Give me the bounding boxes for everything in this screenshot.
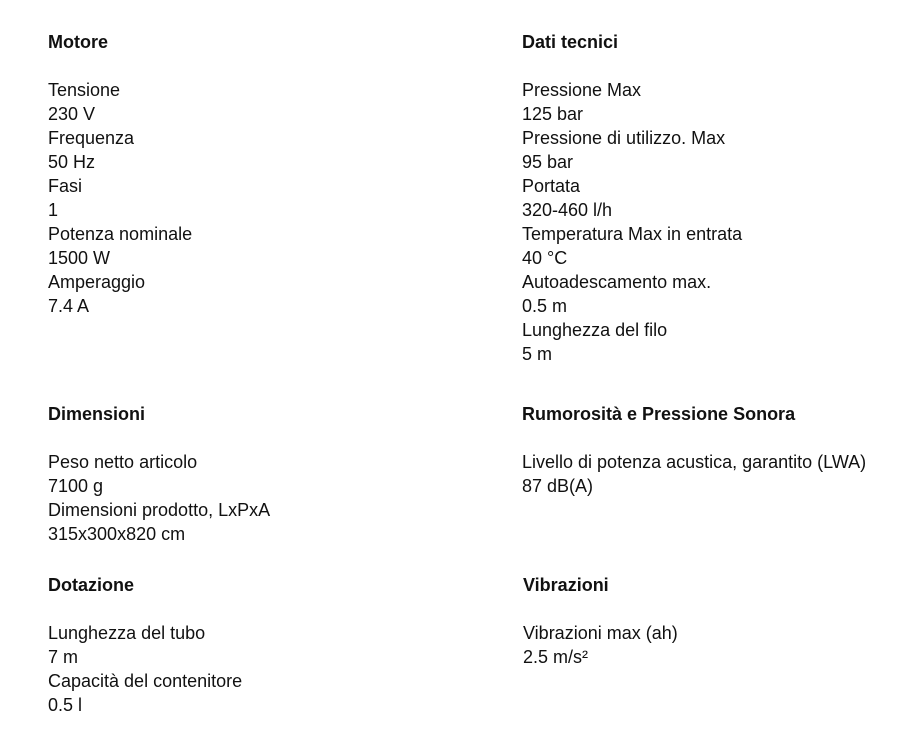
spec-list — [522, 450, 866, 498]
spec-value-lunghezza-filo: 5 m — [522, 344, 553, 364]
spec-value-autoadescamento: 0.5 m — [522, 296, 568, 316]
section-title: Rumorosità e Pressione Sonora — [522, 404, 796, 424]
spec-value-amperaggio: 7.4 A — [48, 296, 90, 316]
spec-label-potenza-nominale: Potenza nominale — [48, 224, 193, 244]
spec-label-capacita-contenitore: Capacità del contenitore — [48, 671, 243, 691]
spec-label-temperatura: Temperatura Max in entrata — [522, 224, 743, 244]
spec-value-capacita-contenitore: 0.5 l — [48, 695, 83, 715]
spec-value-vibrazioni-max: 2.5 m/s² — [523, 647, 589, 667]
spec-label-portata: Portata — [522, 176, 581, 196]
section-vibrazioni — [523, 573, 678, 669]
section-title: Dati tecnici — [522, 32, 619, 52]
spec-label-lunghezza-filo: Lunghezza del filo — [522, 320, 668, 340]
spec-list — [48, 621, 242, 717]
spec-value-pressione-max: 125 bar — [522, 104, 584, 124]
spec-value-potenza-nominale: 1500 W — [48, 248, 111, 268]
spec-list — [48, 450, 270, 546]
spec-value-peso: 7100 g — [48, 476, 104, 496]
spec-label-fasi: Fasi — [48, 176, 83, 196]
section-dimensioni — [48, 402, 270, 546]
spec-list — [522, 78, 742, 366]
spec-label-amperaggio: Amperaggio — [48, 272, 146, 292]
spec-value-potenza-acustica: 87 dB(A) — [522, 476, 594, 496]
spec-value-fasi: 1 — [48, 200, 59, 220]
spec-label-autoadescamento: Autoadescamento max. — [522, 272, 712, 292]
spec-value-dimensioni-prodotto: 315x300x820 cm — [48, 524, 186, 544]
section-dati-tecnici — [522, 30, 742, 366]
section-rumorosita — [522, 402, 866, 498]
spec-value-frequenza: 50 Hz — [48, 152, 96, 172]
spec-label-pressione-utilizzo: Pressione di utilizzo. Max — [522, 128, 726, 148]
spec-value-portata: 320-460 l/h — [522, 200, 613, 220]
spec-label-frequenza: Frequenza — [48, 128, 135, 148]
spec-value-pressione-utilizzo: 95 bar — [522, 152, 574, 172]
section-dotazione — [48, 573, 242, 717]
spec-label-dimensioni-prodotto: Dimensioni prodotto, LxPxA — [48, 500, 271, 520]
section-motore — [48, 30, 192, 318]
section-title: Dimensioni — [48, 404, 146, 424]
spec-list — [48, 78, 192, 318]
spec-label-peso: Peso netto articolo — [48, 452, 198, 472]
spec-label-potenza-acustica: Livello di potenza acustica, garantito (LWA) — [522, 452, 867, 472]
section-title: Motore — [48, 32, 108, 52]
spec-list — [523, 621, 678, 669]
spec-label-vibrazioni-max: Vibrazioni max (ah) — [523, 623, 678, 643]
spec-label-pressione-max: Pressione Max — [522, 80, 642, 100]
spec-value-temperatura: 40 °C — [522, 248, 568, 268]
spec-value-tensione: 230 V — [48, 104, 96, 124]
spec-label-tensione: Tensione — [48, 80, 121, 100]
spec-label-lunghezza-tubo: Lunghezza del tubo — [48, 623, 206, 643]
spec-value-lunghezza-tubo: 7 m — [48, 647, 79, 667]
section-title: Dotazione — [48, 575, 135, 595]
section-title: Vibrazioni — [523, 575, 609, 595]
